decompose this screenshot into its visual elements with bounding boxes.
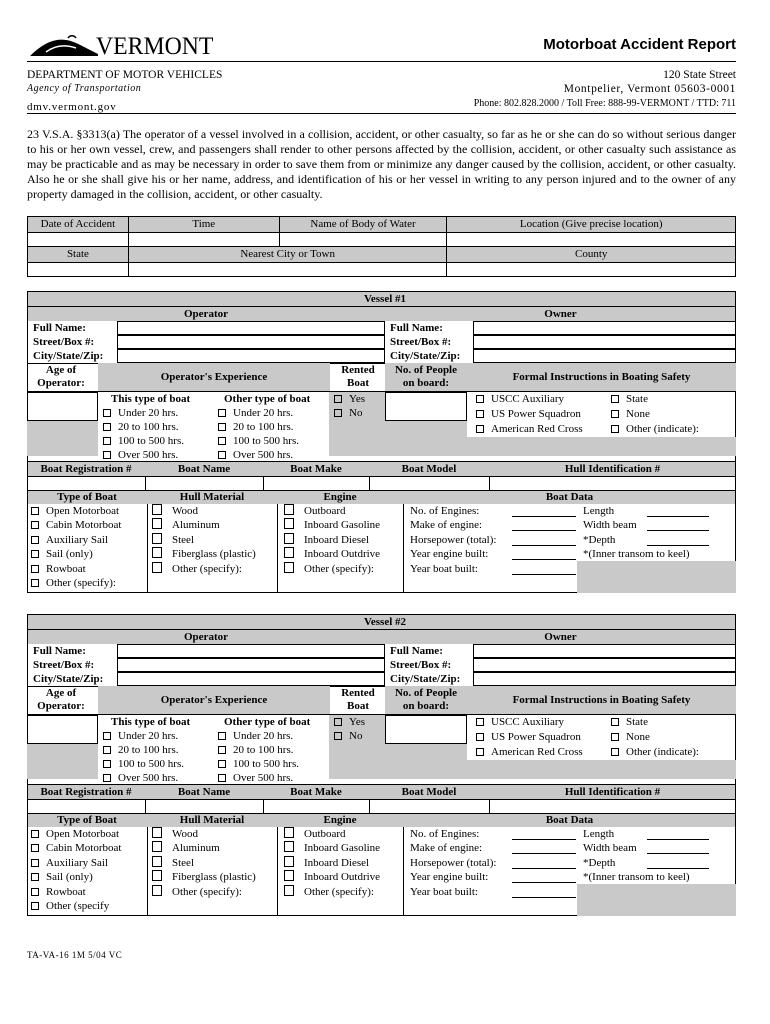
boat-dimension-line[interactable] <box>647 545 709 546</box>
checkbox-icon <box>31 844 39 852</box>
boat-data-label: No. of Engines: <box>410 505 480 517</box>
rented-no[interactable]: No <box>334 406 362 420</box>
location-header: Location (Give precise location) <box>447 217 736 233</box>
type-boat-header: Type of Boat <box>57 814 117 826</box>
other-type-header: Other type of boat <box>224 393 311 405</box>
checkbox-icon <box>218 760 226 768</box>
checkbox-icon <box>218 409 226 417</box>
vermont-logo-icon <box>28 32 100 58</box>
instruction-option[interactable]: None <box>611 407 650 421</box>
other-type-option[interactable]: Under 20 hrs. <box>218 729 293 743</box>
boat-name-header: Boat Name <box>177 786 231 798</box>
hull-material-header: Hull Material <box>179 814 245 826</box>
hull-material-option[interactable]: Other (specify): <box>152 562 242 576</box>
engine-option[interactable]: Inboard Gasoline <box>284 518 380 532</box>
age-shade <box>27 744 98 779</box>
checkbox-icon <box>103 451 111 459</box>
checkbox-icon <box>103 409 111 417</box>
checkbox-icon <box>152 533 162 544</box>
boat-name-header: Boat Name <box>177 463 231 475</box>
people-field[interactable] <box>385 392 467 421</box>
checkbox-icon <box>334 409 342 417</box>
checkbox-icon <box>284 518 294 529</box>
this-type-option[interactable]: 20 to 100 hrs. <box>103 420 179 434</box>
owner-full-name-field[interactable] <box>473 644 736 658</box>
boat-data-line[interactable] <box>512 882 576 883</box>
checkbox-icon <box>334 718 342 726</box>
checkbox-icon <box>31 579 39 587</box>
boat-dimension-line[interactable] <box>647 530 709 531</box>
owner-full-name-label: Full Name: <box>390 322 443 334</box>
boat-type-option[interactable]: Open Motorboat <box>31 827 119 841</box>
time-header: Time <box>128 217 279 233</box>
boat-model-field[interactable] <box>369 476 489 490</box>
checkbox-icon <box>284 885 294 896</box>
checkbox-icon <box>218 451 226 459</box>
checkbox-icon <box>31 550 39 558</box>
boat-data-line[interactable] <box>512 559 576 560</box>
rented-label-1: Rented <box>341 364 375 376</box>
other-type-option[interactable]: Over 500 hrs. <box>218 771 293 785</box>
hull-material-option[interactable]: Wood <box>152 504 198 518</box>
hull-id-field[interactable] <box>489 799 736 813</box>
this-type-option[interactable]: 20 to 100 hrs. <box>103 743 179 757</box>
checkbox-icon <box>103 774 111 782</box>
boat-model-field[interactable] <box>369 799 489 813</box>
checkbox-icon <box>284 533 294 544</box>
boat-type-option[interactable]: Auxiliary Sail <box>31 856 108 870</box>
boat-dimension-label: Length <box>583 505 615 517</box>
operator-header: Operator <box>184 631 228 643</box>
boat-data-label: Make of engine: <box>410 842 483 855</box>
checkbox-icon <box>611 748 619 756</box>
county-header: County <box>447 247 736 263</box>
age-field[interactable] <box>27 392 98 421</box>
boat-data-line[interactable] <box>512 516 576 517</box>
checkbox-icon <box>152 841 162 852</box>
checkbox-icon <box>31 902 39 910</box>
operator-city-state-zip-label: City/State/Zip: <box>33 350 104 362</box>
engine-option[interactable]: Outboard <box>284 504 346 518</box>
operator-header: Operator <box>184 308 228 320</box>
engine-option[interactable]: Inboard Diesel <box>284 533 369 547</box>
boat-data-label: Year engine built: <box>410 871 489 884</box>
boat-make-field[interactable] <box>263 799 369 813</box>
street-address: 120 State Street <box>663 69 736 81</box>
city-address: Montpelier, Vermont 05603-0001 <box>563 83 736 95</box>
rented-no[interactable]: No <box>334 729 362 743</box>
instruction-option[interactable]: Other (indicate): <box>611 422 699 436</box>
checkbox-icon <box>611 395 619 403</box>
registration-header: Boat Registration # <box>40 786 132 798</box>
boat-make-header: Boat Make <box>290 786 342 798</box>
location-field[interactable] <box>447 233 736 247</box>
this-type-header: This type of boat <box>111 393 191 405</box>
checkbox-icon <box>218 423 226 431</box>
checkbox-icon <box>611 410 619 418</box>
hull-id-field[interactable] <box>489 476 736 490</box>
checkbox-icon <box>611 718 619 726</box>
checkbox-icon <box>103 423 111 431</box>
boat-dimension-label: *Depth <box>583 856 616 869</box>
people-shade <box>385 421 467 456</box>
header-rule-2 <box>27 113 736 114</box>
checkbox-icon <box>476 748 484 756</box>
checkbox-icon <box>31 521 39 529</box>
checkbox-icon <box>218 774 226 782</box>
engine-option[interactable]: Other (specify): <box>284 562 374 576</box>
instruction-option[interactable]: State <box>611 715 648 729</box>
engine-header: Engine <box>323 814 357 826</box>
people-field[interactable] <box>385 715 467 744</box>
operator-street-box-label: Street/Box #: <box>33 336 95 348</box>
age-field[interactable] <box>27 715 98 744</box>
boat-type-option[interactable]: Open Motorboat <box>31 504 119 518</box>
checkbox-icon <box>103 732 111 740</box>
age-shade <box>27 421 98 456</box>
checkbox-icon <box>476 410 484 418</box>
checkbox-icon <box>152 856 162 867</box>
people-label-2: on board: <box>402 700 450 712</box>
this-type-option[interactable]: Over 500 hrs. <box>103 448 178 462</box>
page-title: Motorboat Accident Report <box>543 36 736 53</box>
checkbox-icon <box>218 732 226 740</box>
phone-line: Phone: 802.828.2000 / Toll Free: 888-99-VERMONT / TTD: 711 <box>473 98 736 109</box>
boat-dimension-line[interactable] <box>647 853 709 854</box>
county-field[interactable] <box>447 263 736 277</box>
checkbox-icon <box>334 732 342 740</box>
boat-data-shade-2 <box>577 899 736 916</box>
checkbox-icon <box>31 888 39 896</box>
checkbox-icon <box>284 547 294 558</box>
boat-dimension-line[interactable] <box>647 868 709 869</box>
vessel-1-title: Vessel #1 <box>363 293 407 305</box>
boat-type-option[interactable]: Auxiliary Sail <box>31 533 108 547</box>
checkbox-icon <box>152 870 162 881</box>
hull-material-option[interactable]: Steel <box>152 856 194 870</box>
checkbox-icon <box>284 870 294 881</box>
other-type-header: Other type of boat <box>224 716 311 728</box>
boat-data-line[interactable] <box>512 530 576 531</box>
engine-header: Engine <box>323 491 357 503</box>
checkbox-icon <box>152 504 162 515</box>
water-header: Name of Body of Water <box>279 217 447 233</box>
owner-city-state-zip-label: City/State/Zip: <box>390 350 461 362</box>
age-label-1: Age of <box>45 364 77 376</box>
operator-city-state-zip-field[interactable] <box>117 672 385 686</box>
checkbox-icon <box>611 733 619 741</box>
vessel-2-title: Vessel #2 <box>363 616 407 628</box>
boat-data-line[interactable] <box>512 853 576 854</box>
boat-data-label: Year engine built: <box>410 548 489 561</box>
checkbox-icon <box>103 437 111 445</box>
hull-material-option[interactable]: Aluminum <box>152 518 220 532</box>
dept-name: DEPARTMENT OF MOTOR VEHICLES <box>27 69 223 81</box>
hull-material-header: Hull Material <box>179 491 245 503</box>
time-field[interactable] <box>128 233 279 247</box>
dept-block <box>27 68 222 114</box>
boat-make-header: Boat Make <box>290 463 342 475</box>
boat-data-label: Year boat built: <box>410 885 478 898</box>
city-field[interactable] <box>128 263 447 277</box>
age-label-1: Age of <box>45 687 77 699</box>
checkbox-icon <box>152 885 162 896</box>
boat-data-header: Boat Data <box>545 814 594 826</box>
boat-data-label: Make of engine: <box>410 519 483 532</box>
hull-material-option[interactable]: Aluminum <box>152 841 220 855</box>
other-type-option[interactable]: Under 20 hrs. <box>218 406 293 420</box>
rented-label-1: Rented <box>341 687 375 699</box>
owner-street-box-label: Street/Box #: <box>390 336 452 348</box>
logo-text: VERMONT <box>96 33 214 60</box>
boat-make-field[interactable] <box>263 476 369 490</box>
checkbox-icon <box>284 856 294 867</box>
instruction-option[interactable]: American Red Cross <box>476 422 583 436</box>
rented-yes[interactable]: Yes <box>334 715 365 729</box>
instruction-option[interactable]: US Power Squadron <box>476 730 581 744</box>
engine-option[interactable]: Other (specify): <box>284 885 374 899</box>
website: dmv.vermont.gov <box>27 101 117 113</box>
checkbox-icon <box>152 547 162 558</box>
instructions-header: Formal Instructions in Boating Safety <box>512 694 691 706</box>
this-type-option[interactable]: Under 20 hrs. <box>103 406 178 420</box>
accident-table <box>27 216 736 277</box>
experience-header: Operator's Experience <box>160 694 268 706</box>
water-field[interactable] <box>279 233 447 247</box>
boat-dimension-label: Length <box>583 828 615 840</box>
boat-data-label: Horsepower (total): <box>410 533 497 546</box>
checkbox-icon <box>611 425 619 433</box>
checkbox-icon <box>31 507 39 515</box>
experience-header: Operator's Experience <box>160 371 268 383</box>
type-boat-header: Type of Boat <box>57 491 117 503</box>
boat-data-line[interactable] <box>512 868 576 869</box>
other-type-option[interactable]: 20 to 100 hrs. <box>218 743 294 757</box>
people-label-1: No. of People <box>394 687 457 699</box>
boat-dimension-label: *(Inner transom to keel) <box>583 548 690 561</box>
instruction-option[interactable]: Other (indicate): <box>611 745 699 759</box>
owner-header: Owner <box>544 308 577 320</box>
checkbox-icon <box>334 395 342 403</box>
state-header: State <box>28 247 129 263</box>
year-area <box>403 899 577 916</box>
boat-name-field[interactable] <box>145 476 263 490</box>
hull-material-option[interactable]: Steel <box>152 533 194 547</box>
instruction-option[interactable]: US Power Squadron <box>476 407 581 421</box>
hull-id-header: Hull Identification # <box>564 463 661 475</box>
registration-field[interactable] <box>27 476 145 490</box>
boat-dimension-line[interactable] <box>647 516 709 517</box>
instructions-shade <box>467 760 736 779</box>
boat-type-option[interactable]: Other (specify <box>31 899 109 913</box>
boat-model-header: Boat Model <box>401 786 457 798</box>
this-type-header: This type of boat <box>111 716 191 728</box>
checkbox-icon <box>103 760 111 768</box>
boat-type-option[interactable]: Rowboat <box>31 562 86 576</box>
checkbox-icon <box>31 873 39 881</box>
owner-street-box-field[interactable] <box>473 658 736 672</box>
checkbox-icon <box>476 395 484 403</box>
boat-data-label: Horsepower (total): <box>410 856 497 869</box>
header-rule <box>27 61 736 62</box>
boat-model-header: Boat Model <box>401 463 457 475</box>
boat-data-label: Year boat built: <box>410 562 478 575</box>
hull-material-option[interactable]: Other (specify): <box>152 885 242 899</box>
other-type-option[interactable]: 20 to 100 hrs. <box>218 420 294 434</box>
rented-yes[interactable]: Yes <box>334 392 365 406</box>
boat-data-line[interactable] <box>512 839 576 840</box>
instruction-option[interactable]: USCC Auxiliary <box>476 715 564 729</box>
state-field[interactable] <box>28 263 129 277</box>
checkbox-icon <box>31 830 39 838</box>
boat-dimension-label: *(Inner transom to keel) <box>583 871 690 884</box>
checkbox-icon <box>152 518 162 529</box>
year-area <box>403 576 577 593</box>
checkbox-icon <box>31 859 39 867</box>
engine-option[interactable]: Inboard Diesel <box>284 856 369 870</box>
checkbox-icon <box>31 536 39 544</box>
owner-header: Owner <box>544 631 577 643</box>
owner-city-state-zip-field[interactable] <box>473 672 736 686</box>
engine-option[interactable]: Inboard Outdrive <box>284 547 380 561</box>
checkbox-icon <box>476 718 484 726</box>
people-label-2: on board: <box>402 377 450 389</box>
rented-label-2: Boat <box>347 377 369 389</box>
checkbox-icon <box>152 562 162 573</box>
registration-header: Boat Registration # <box>40 463 132 475</box>
checkbox-icon <box>284 827 294 838</box>
boat-name-field[interactable] <box>145 799 263 813</box>
instructions-header: Formal Instructions in Boating Safety <box>512 371 691 383</box>
operator-full-name-field[interactable] <box>117 321 385 335</box>
hull-material-option[interactable]: Fiberglass (plastic) <box>152 870 256 884</box>
boat-data-header: Boat Data <box>545 491 594 503</box>
operator-city-state-zip-label: City/State/Zip: <box>33 673 104 685</box>
owner-street-box-field[interactable] <box>473 335 736 349</box>
operator-full-name-label: Full Name: <box>33 322 86 334</box>
boat-dimension-line[interactable] <box>647 839 709 840</box>
engine-option[interactable]: Outboard <box>284 827 346 841</box>
boat-dimension-label: *Depth <box>583 533 616 546</box>
checkbox-icon <box>218 746 226 754</box>
boat-type-option[interactable]: Other (specify): <box>31 576 116 590</box>
boat-data-shade-2 <box>577 576 736 593</box>
hull-material-option[interactable]: Wood <box>152 827 198 841</box>
city-header: Nearest City or Town <box>128 247 447 263</box>
age-label-2: Operator: <box>37 700 85 712</box>
operator-full-name-label: Full Name: <box>33 645 86 657</box>
checkbox-icon <box>284 504 294 515</box>
owner-street-box-label: Street/Box #: <box>390 659 452 671</box>
this-type-option[interactable]: Under 20 hrs. <box>103 729 178 743</box>
owner-full-name-field[interactable] <box>473 321 736 335</box>
checkbox-icon <box>476 733 484 741</box>
other-type-option[interactable]: 100 to 500 hrs. <box>218 434 299 448</box>
instructions-shade <box>467 437 736 456</box>
people-shade <box>385 744 467 779</box>
address-block <box>474 68 736 111</box>
checkbox-icon <box>284 562 294 573</box>
owner-city-state-zip-field[interactable] <box>473 349 736 363</box>
operator-street-box-field[interactable] <box>117 335 385 349</box>
boat-type-option[interactable]: Cabin Motorboat <box>31 518 121 532</box>
boat-type-option[interactable]: Sail (only) <box>31 870 93 884</box>
statute-text: 23 V.S.A. §3313(a) The operator of a vessel involved in a collision, accident, or other casualty, so far as he or she can do so without serious danger to his or her own vessel, crew, and passengers shall render to other persons affected by the collision, accident, or other casualty such assistance as may be practicable and as may be necessary in order to save them from or minimize any danger caused by the collision, accident, or other casualty. Also he or she shall give his or her name, address, and identification of his or her vessel in writing to any person injured and to the owner of any property damaged in the collision, accident, or other casualty. <box>27 127 736 201</box>
owner-city-state-zip-label: City/State/Zip: <box>390 673 461 685</box>
checkbox-icon <box>218 437 226 445</box>
boat-data-line[interactable] <box>512 545 576 546</box>
agency-name: Agency of Transportation <box>27 83 142 94</box>
form-footer: TA-VA-16 1M 5/04 VC <box>27 950 123 960</box>
checkbox-icon <box>476 425 484 433</box>
instruction-option[interactable]: State <box>611 392 648 406</box>
owner-full-name-label: Full Name: <box>390 645 443 657</box>
instruction-option[interactable]: None <box>611 730 650 744</box>
instruction-option[interactable]: USCC Auxiliary <box>476 392 564 406</box>
operator-street-box-label: Street/Box #: <box>33 659 95 671</box>
boat-type-option[interactable]: Rowboat <box>31 885 86 899</box>
date-field[interactable] <box>28 233 129 247</box>
checkbox-icon <box>103 746 111 754</box>
operator-street-box-field[interactable] <box>117 658 385 672</box>
this-type-option[interactable]: 100 to 500 hrs. <box>103 434 184 448</box>
engine-option[interactable]: Inboard Gasoline <box>284 841 380 855</box>
other-type-option[interactable]: 100 to 500 hrs. <box>218 757 299 771</box>
boat-dimension-label: Width beam <box>583 519 637 532</box>
boat-type-option[interactable]: Sail (only) <box>31 547 93 561</box>
hull-material-option[interactable]: Fiberglass (plastic) <box>152 547 256 561</box>
boat-type-option[interactable]: Cabin Motorboat <box>31 841 121 855</box>
people-label-1: No. of People <box>394 364 457 376</box>
age-label-2: Operator: <box>37 377 85 389</box>
checkbox-icon <box>31 565 39 573</box>
engine-option[interactable]: Inboard Outdrive <box>284 870 380 884</box>
registration-field[interactable] <box>27 799 145 813</box>
rented-label-2: Boat <box>347 700 369 712</box>
boat-data-label: No. of Engines: <box>410 828 480 840</box>
instruction-option[interactable]: American Red Cross <box>476 745 583 759</box>
boat-dimension-label: Width beam <box>583 842 637 855</box>
checkbox-icon <box>284 841 294 852</box>
hull-id-header: Hull Identification # <box>564 786 661 798</box>
this-type-option[interactable]: 100 to 500 hrs. <box>103 757 184 771</box>
checkbox-icon <box>152 827 162 838</box>
other-type-option[interactable]: Over 500 hrs. <box>218 448 293 462</box>
this-type-option[interactable]: Over 500 hrs. <box>103 771 178 785</box>
operator-city-state-zip-field[interactable] <box>117 349 385 363</box>
date-header: Date of Accident <box>28 217 129 233</box>
operator-full-name-field[interactable] <box>117 644 385 658</box>
